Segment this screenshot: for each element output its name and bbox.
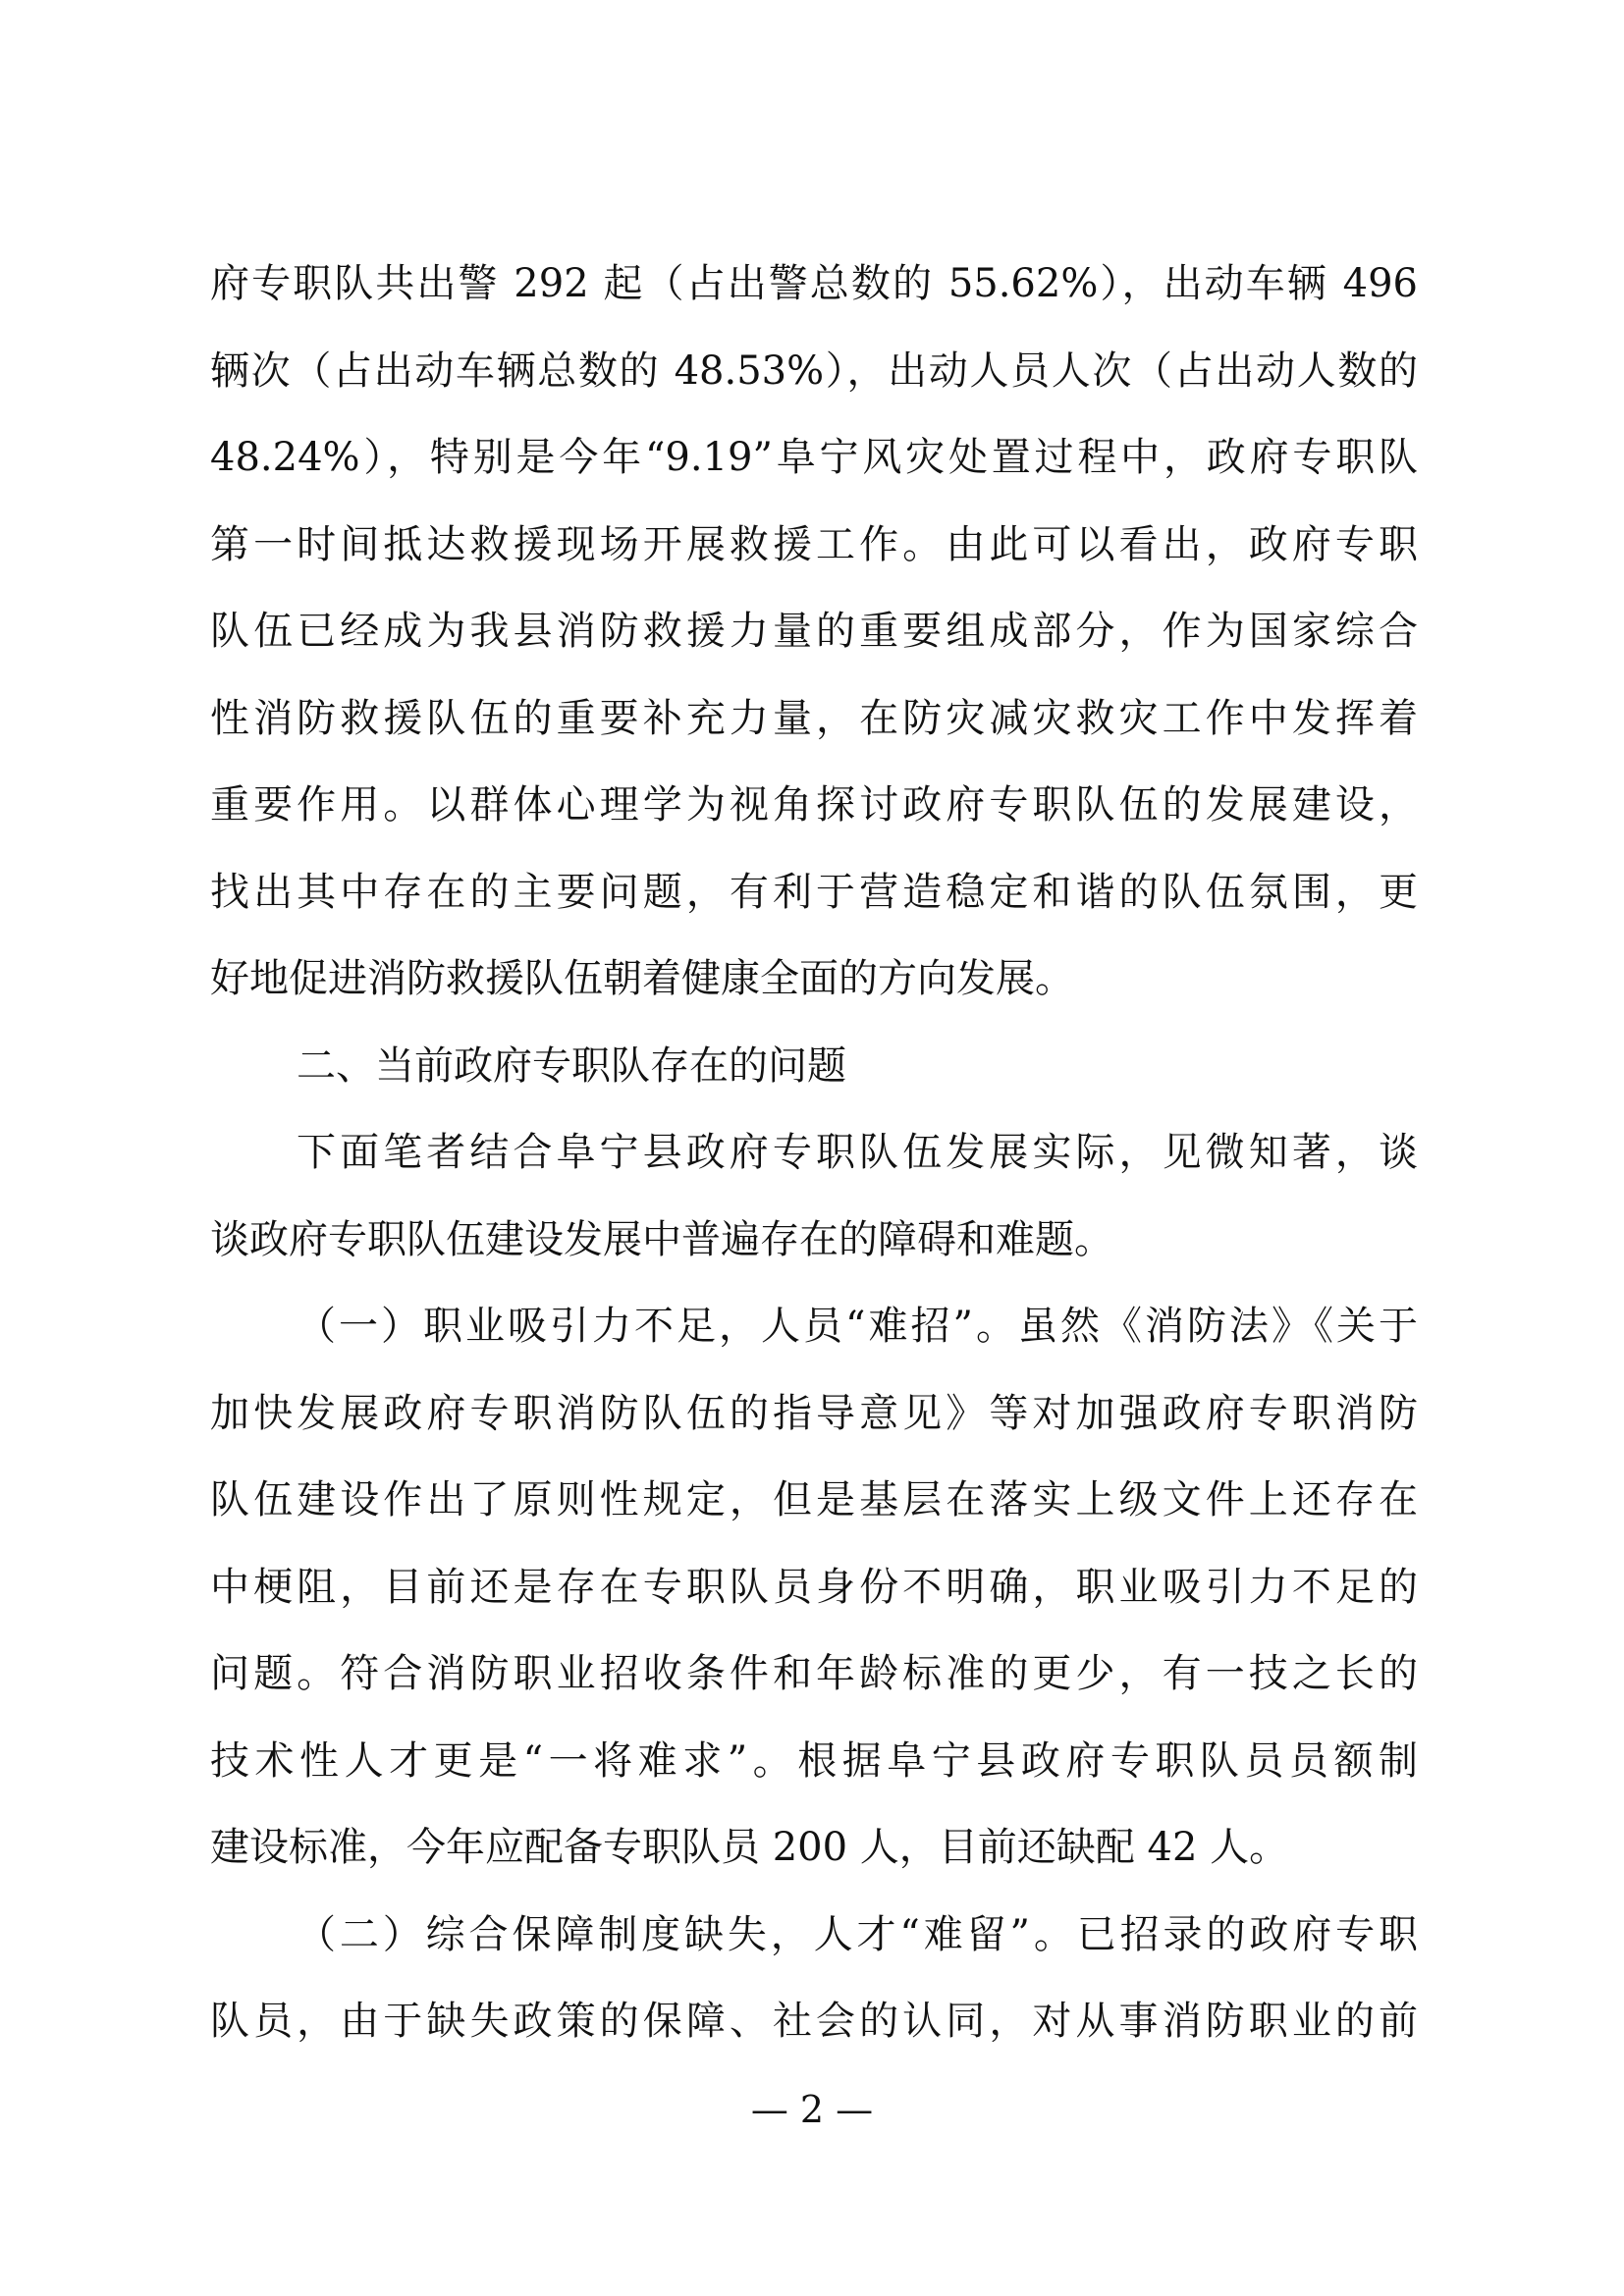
text-line: 队员，由于缺失政策的保障、社会的认同，对从事消防职业的前 xyxy=(210,1999,1418,2044)
text-line: 下面笔者结合阜宁县政府专职队伍发展实际，见微知著，谈 xyxy=(297,1130,1418,1175)
text-line: 队伍建设作出了原则性规定，但是基层在落实上级文件上还存在 xyxy=(210,1477,1418,1522)
text-line: 中梗阻，目前还是存在专职队员身份不明确，职业吸引力不足的 xyxy=(210,1564,1418,1610)
text-line: 技术性人才更是“一将难求”。根据阜宁县政府专职队员员额制 xyxy=(210,1737,1418,1784)
text-line: 48.24%），特别是今年“9.19”阜宁风灾处置过程中，政府专职队 xyxy=(210,435,1418,480)
text-line: 找出其中存在的主要问题，有利于营造稳定和谐的队伍氛围，更 xyxy=(210,869,1418,915)
text-line: （一）职业吸引力不足，人员“难招”。虽然《消防法》《关于 xyxy=(297,1304,1418,1349)
text-line: 第一时间抵达救援现场开展救援工作。由此可以看出，政府专职 xyxy=(210,521,1418,567)
page-number: — 2 — xyxy=(750,2088,874,2131)
text-line: 好地促进消防救援队伍朝着健康全面的方向发展。 xyxy=(210,956,1074,1001)
section-heading: 二、当前政府专职队存在的问题 xyxy=(297,1042,846,1089)
text-line: 建设标准，今年应配备专职队员 200 人，目前还缺配 42 人。 xyxy=(210,1825,1289,1870)
text-line: 性消防救援队伍的重要补充力量，在防灾减灾救灾工作中发挥着 xyxy=(210,695,1418,741)
body-text xyxy=(210,240,1418,2065)
text-line: 谈政府专职队伍建设发展中普遍存在的障碍和难题。 xyxy=(210,1216,1113,1262)
text-line: 重要作用。以群体心理学为视角探讨政府专职队伍的发展建设， xyxy=(210,782,1418,828)
text-line: （二）综合保障制度缺失，人才“难留”。已招录的政府专职 xyxy=(297,1911,1418,1957)
text-line: 辆次（占出动车辆总数的 48.53%），出动人员人次（占出动人数的 xyxy=(210,347,1418,394)
text-line: 问题。符合消防职业招收条件和年龄标准的更少，有一技之长的 xyxy=(210,1651,1418,1696)
text-line: 府专职队共出警 292 起（占出警总数的 55.62%），出动车辆 496 xyxy=(210,261,1418,306)
text-line: 加快发展政府专职消防队伍的指导意见》等对加强政府专职消防 xyxy=(210,1390,1418,1436)
text-line: 队伍已经成为我县消防救援力量的重要组成部分，作为国家综合 xyxy=(210,609,1418,654)
